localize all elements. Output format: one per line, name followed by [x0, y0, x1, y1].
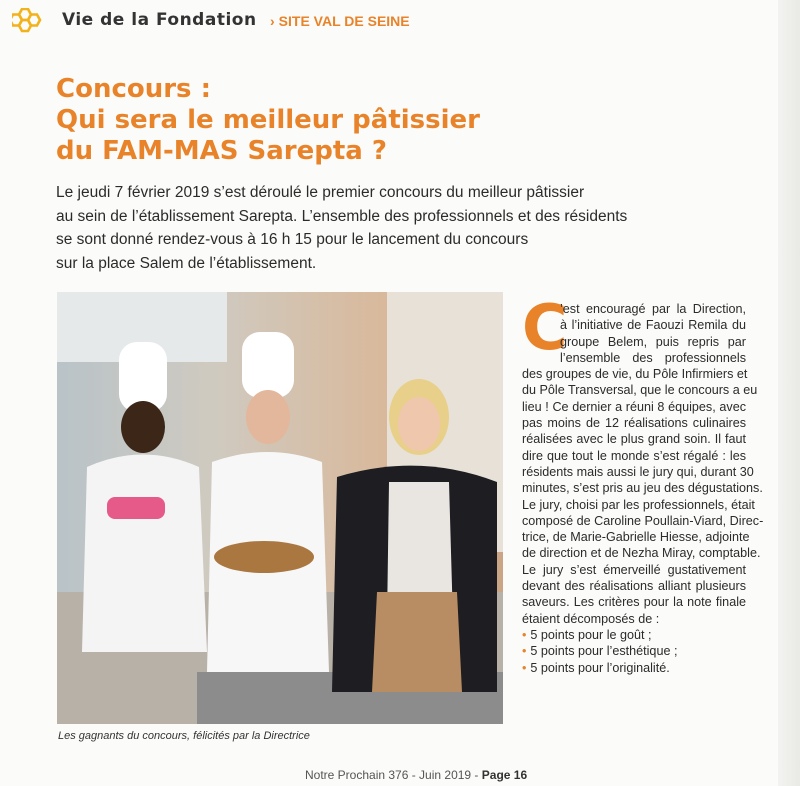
title-line: du FAM-MAS Sarepta ? — [56, 136, 387, 166]
winners-photo — [57, 292, 503, 724]
criteria-item — [522, 660, 746, 676]
intro-line: sur la place Salem de l’établissement. — [56, 254, 317, 272]
article-line: trice, de Marie-Gabrielle Hiesse, adjointe — [522, 530, 750, 545]
article-line: minutes, s’est pris au jeu des dégustations. — [522, 481, 763, 496]
article-line: du Pôle Transversal, que le concours a eu — [522, 383, 758, 398]
article-line: devant des réalisations alliant plusieurs — [522, 579, 746, 594]
article-line: de direction et de Nezha Miray, comptable. — [522, 546, 761, 561]
title-line: Concours : — [56, 74, 211, 104]
article-line: ’est encouragé par la Direction, — [560, 302, 746, 316]
article-line: à l’initiative de Faouzi Remila du — [560, 318, 746, 333]
article-line: lieu ! Ce dernier a réuni 8 équipes, avec — [522, 399, 746, 414]
section-title: Vie de la Fondation — [62, 10, 257, 30]
footer-text: Notre Prochain 376 - Juin 2019 - — [305, 768, 479, 782]
title-line: Qui sera le meilleur pâtissier — [56, 105, 480, 135]
article-line: composé de Caroline Poullain-Viard, Direc- — [522, 513, 764, 528]
article-title — [56, 74, 480, 167]
bullet-icon: • — [522, 644, 527, 659]
criteria-item — [522, 627, 746, 643]
chevron-right-icon: › — [270, 13, 275, 29]
article-line: pas moins de 12 réalisations culinaires — [522, 416, 746, 431]
subsection-text: SITE VAL DE SEINE — [278, 13, 410, 29]
bullet-icon: • — [522, 627, 527, 642]
article-line: Le jury s’est émerveillé gustativement — [522, 562, 746, 577]
article-line: des groupes de vie, du Pôle Infirmiers et — [522, 367, 748, 382]
criteria-text: 5 points pour le goût ; — [530, 627, 652, 642]
page-edge-shadow — [778, 0, 800, 786]
article-line: groupe Belem, puis repris par — [560, 334, 746, 349]
intro-line: au sein de l’établissement Sarepta. L’ensemble des professionnels et des résidents — [56, 207, 628, 225]
criteria-text: 5 points pour l’esthétique ; — [530, 644, 678, 659]
bullet-icon: • — [522, 660, 527, 675]
drop-cap: C — [522, 291, 568, 364]
article-line: Le jury, choisi par les professionnels, était — [522, 497, 755, 512]
photo-illustration — [57, 292, 503, 724]
intro-paragraph — [56, 181, 628, 275]
article-line: l’ensemble des professionnels — [560, 350, 746, 365]
subsection-label — [270, 13, 410, 29]
intro-line: se sont donné rendez-vous à 16 h 15 pour le lancement du concours — [56, 231, 529, 248]
page-number: Page 16 — [481, 768, 528, 782]
article-body — [522, 301, 764, 676]
article-line: résidents mais aussi le jury qui, durant 30 — [522, 464, 754, 479]
photo-caption: Les gagnants du concours, félicités par la Directrice — [58, 730, 310, 742]
article-line: dire que tout le monde s’est régalé : les — [522, 448, 746, 463]
article-line: saveurs. Les critères pour la note finale — [522, 595, 746, 610]
criteria-text: 5 points pour l’originalité. — [530, 660, 670, 675]
article-line: réalisées avec le plus grand soin. Il faut — [522, 432, 746, 447]
intro-line: Le jeudi 7 février 2019 s’est déroulé le premier concours du meilleur pâtissier — [56, 184, 585, 201]
article-line: étaient décomposés de : — [522, 611, 660, 626]
criteria-item — [522, 643, 746, 659]
honeycomb-logo-icon — [12, 8, 44, 38]
page-footer — [305, 768, 527, 782]
